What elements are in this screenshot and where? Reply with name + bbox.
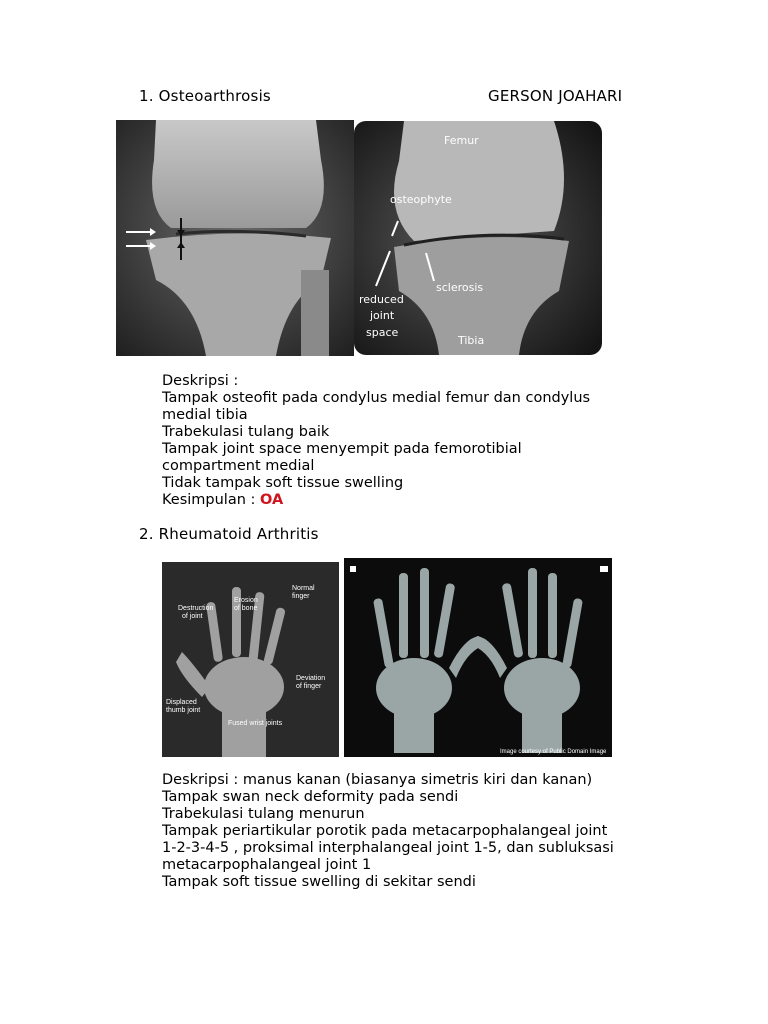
label-deviation-1: Deviation — [296, 675, 326, 682]
label-space: space — [366, 326, 399, 339]
section2-heading: 2. Rheumatoid Arthritis — [139, 525, 319, 543]
desc-line: Tampak soft tissue swelling di sekitar sendi — [162, 874, 476, 890]
label-femur: Femur — [444, 134, 479, 147]
label-destruction-2: of joint — [182, 613, 203, 620]
desc-line: metacarpophalangeal joint 1 — [162, 857, 372, 873]
desc-line: Tampak periartikular porotik pada metacarpophalangeal joint — [162, 823, 608, 839]
conclusion-line — [162, 492, 590, 509]
hand-xray-labeled — [162, 562, 339, 757]
section2-description — [162, 772, 614, 891]
desc-line: Tampak joint space menyempit pada femorotibial — [162, 441, 522, 457]
desc-line: Tampak swan neck deformity pada sendi — [162, 789, 459, 805]
hands-xray-bilateral — [344, 558, 612, 757]
conclusion-value: OA — [260, 492, 284, 508]
desc-line: medial tibia — [162, 407, 248, 423]
label-reduced: reduced — [359, 293, 404, 306]
label-sclerosis: sclerosis — [436, 281, 484, 294]
label-destruction-1: Destruction — [178, 605, 214, 612]
desc-line: Deskripsi : manus kanan (biasanya simetris kiri dan kanan) — [162, 772, 593, 788]
label-tibia: Tibia — [458, 334, 485, 347]
desc-label: Deskripsi : — [162, 373, 239, 389]
knee-xray-labeled — [354, 121, 602, 355]
desc-line: Trabekulasi tulang menurun — [162, 806, 365, 822]
image-credit: Image courtesy of Public Domain Image — [500, 749, 607, 755]
label-fused: Fused wrist joints — [228, 720, 283, 727]
desc-line: compartment medial — [162, 458, 315, 474]
section1-description — [162, 373, 590, 509]
label-displaced-2: thumb joint — [166, 707, 201, 714]
label-displaced-1: Displaced — [166, 699, 197, 706]
desc-line: Tampak osteofit pada condylus medial femur dan condylus — [162, 390, 591, 406]
label-normal-1: Normal — [292, 585, 315, 592]
conclusion-label: Kesimpulan : — [162, 492, 261, 508]
knee-xray-left — [116, 120, 354, 356]
label-joint: joint — [370, 309, 395, 322]
label-normal-2: finger — [292, 593, 310, 600]
desc-line: 1-2-3-4-5 , proksimal interphalangeal joint 1-5, dan subluksasi — [162, 840, 614, 856]
label-osteophyte: osteophyte — [390, 193, 452, 206]
label-deviation-2: of finger — [296, 683, 322, 690]
label-erosion-2: of bone — [234, 605, 258, 612]
desc-line: Tidak tampak soft tissue swelling — [162, 475, 404, 491]
label-erosion-1: Erosion — [234, 597, 258, 604]
section1-heading: 1. Osteoarthrosis — [139, 87, 271, 105]
author-name: GERSON JOAHARI — [488, 87, 623, 105]
desc-line: Trabekulasi tulang baik — [162, 424, 330, 440]
